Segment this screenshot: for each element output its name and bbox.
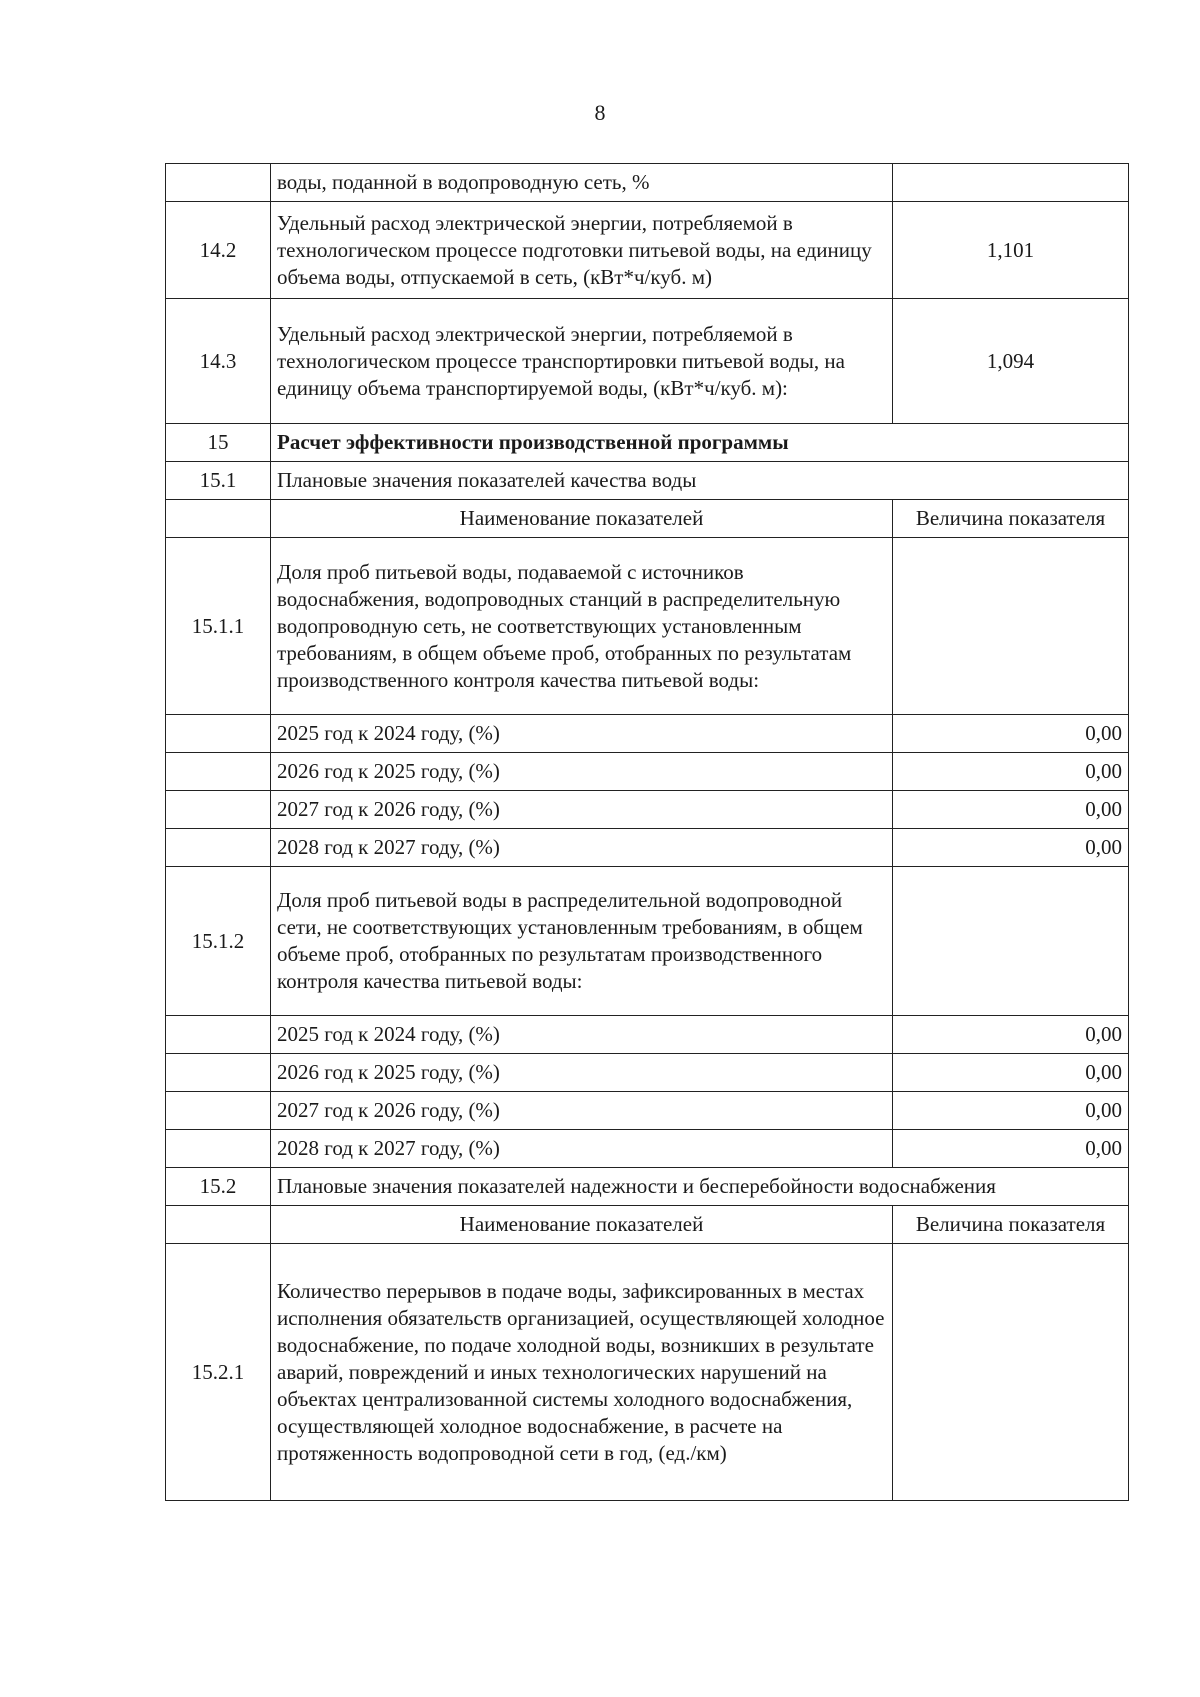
table-row	[166, 867, 1129, 1016]
year-label: 2028 год к 2027 году, (%)	[271, 1130, 893, 1168]
table-row	[166, 299, 1129, 424]
table-row	[166, 791, 1129, 829]
year-value: 0,00	[893, 829, 1129, 867]
row-number	[166, 164, 271, 202]
table-row	[166, 538, 1129, 715]
year-label: 2025 год к 2024 году, (%)	[271, 1016, 893, 1054]
table-row	[166, 1016, 1129, 1054]
row-number	[166, 829, 271, 867]
row-number	[166, 753, 271, 791]
table-row	[166, 753, 1129, 791]
row-number: 15.1.1	[166, 538, 271, 715]
section-row	[166, 462, 1129, 500]
row-number	[166, 1054, 271, 1092]
table-row	[166, 715, 1129, 753]
row-number	[166, 1206, 271, 1244]
row-text: Доля проб питьевой воды в распределительной водопроводной сети, не соответствующих установленным требованиям, в общем объеме проб, отобранных по результатам производственного контроля качества питьевой воды:	[271, 867, 893, 1016]
row-number: 15.2	[166, 1168, 271, 1206]
year-label: 2026 год к 2025 году, (%)	[271, 753, 893, 791]
row-value: 1,101	[893, 202, 1129, 299]
table-row	[166, 1092, 1129, 1130]
table-row	[166, 1054, 1129, 1092]
column-header-value: Величина показателя	[893, 500, 1129, 538]
row-text: Количество перерывов в подаче воды, зафиксированных в местах исполнения обязательств организацией, осуществляющей холодное водоснабжение, по подаче холодной воды, возникших в результате аварий, повреждений и иных технологических нарушений на объектах централизованной системы холодного водоснабжения, осуществляющей холодное водоснабжение, в расчете на протяженность водопроводной сети в год, (ед./км)	[271, 1244, 893, 1501]
section-title: Плановые значения показателей надежности и бесперебойности водоснабжения	[271, 1168, 1129, 1206]
row-number: 15	[166, 424, 271, 462]
row-value	[893, 867, 1129, 1016]
year-value: 0,00	[893, 1016, 1129, 1054]
row-number: 15.1.2	[166, 867, 271, 1016]
row-number	[166, 791, 271, 829]
year-label: 2028 год к 2027 году, (%)	[271, 829, 893, 867]
row-number	[166, 715, 271, 753]
year-label: 2026 год к 2025 году, (%)	[271, 1054, 893, 1092]
row-number: 15.2.1	[166, 1244, 271, 1501]
section-row	[166, 424, 1129, 462]
page-number: 8	[594, 100, 606, 125]
row-number	[166, 1130, 271, 1168]
table-row	[166, 829, 1129, 867]
column-header-value: Величина показателя	[893, 1206, 1129, 1244]
year-label: 2027 год к 2026 году, (%)	[271, 1092, 893, 1130]
column-header-name: Наименование показателей	[271, 1206, 893, 1244]
section-row	[166, 1168, 1129, 1206]
row-text: Удельный расход электрической энергии, потребляемой в технологическом процессе транспортировки питьевой воды, на единицу объема транспортируемой воды, (кВт*ч/куб. м):	[271, 299, 893, 424]
year-value: 0,00	[893, 715, 1129, 753]
row-number	[166, 1016, 271, 1054]
year-value: 0,00	[893, 791, 1129, 829]
indicators-table	[165, 163, 1129, 1501]
column-header-name: Наименование показателей	[271, 500, 893, 538]
year-label: 2027 год к 2026 году, (%)	[271, 791, 893, 829]
year-value: 0,00	[893, 1054, 1129, 1092]
header-row	[166, 1206, 1129, 1244]
row-value	[893, 1244, 1129, 1501]
table-row	[166, 1244, 1129, 1501]
row-number: 14.3	[166, 299, 271, 424]
year-value: 0,00	[893, 1092, 1129, 1130]
section-title: Плановые значения показателей качества воды	[271, 462, 1129, 500]
row-number: 14.2	[166, 202, 271, 299]
row-text: Доля проб питьевой воды, подаваемой с источников водоснабжения, водопроводных станций в распределительную водопроводную сеть, не соответствующих установленным требованиям, в общем объеме проб, отобранных по результатам производственного контроля качества питьевой воды:	[271, 538, 893, 715]
year-value: 0,00	[893, 753, 1129, 791]
year-value: 0,00	[893, 1130, 1129, 1168]
table-row	[166, 164, 1129, 202]
table-row	[166, 202, 1129, 299]
row-text: Удельный расход электрической энергии, потребляемой в технологическом процессе подготовки питьевой воды, на единицу объема воды, отпускаемой в сеть, (кВт*ч/куб. м)	[271, 202, 893, 299]
section-title: Расчет эффективности производственной программы	[271, 424, 1129, 462]
row-value	[893, 164, 1129, 202]
row-number	[166, 500, 271, 538]
row-value: 1,094	[893, 299, 1129, 424]
row-value	[893, 538, 1129, 715]
table-row	[166, 1130, 1129, 1168]
row-text: воды, поданной в водопроводную сеть, %	[271, 164, 893, 202]
year-label: 2025 год к 2024 году, (%)	[271, 715, 893, 753]
header-row	[166, 500, 1129, 538]
row-number	[166, 1092, 271, 1130]
row-number: 15.1	[166, 462, 271, 500]
